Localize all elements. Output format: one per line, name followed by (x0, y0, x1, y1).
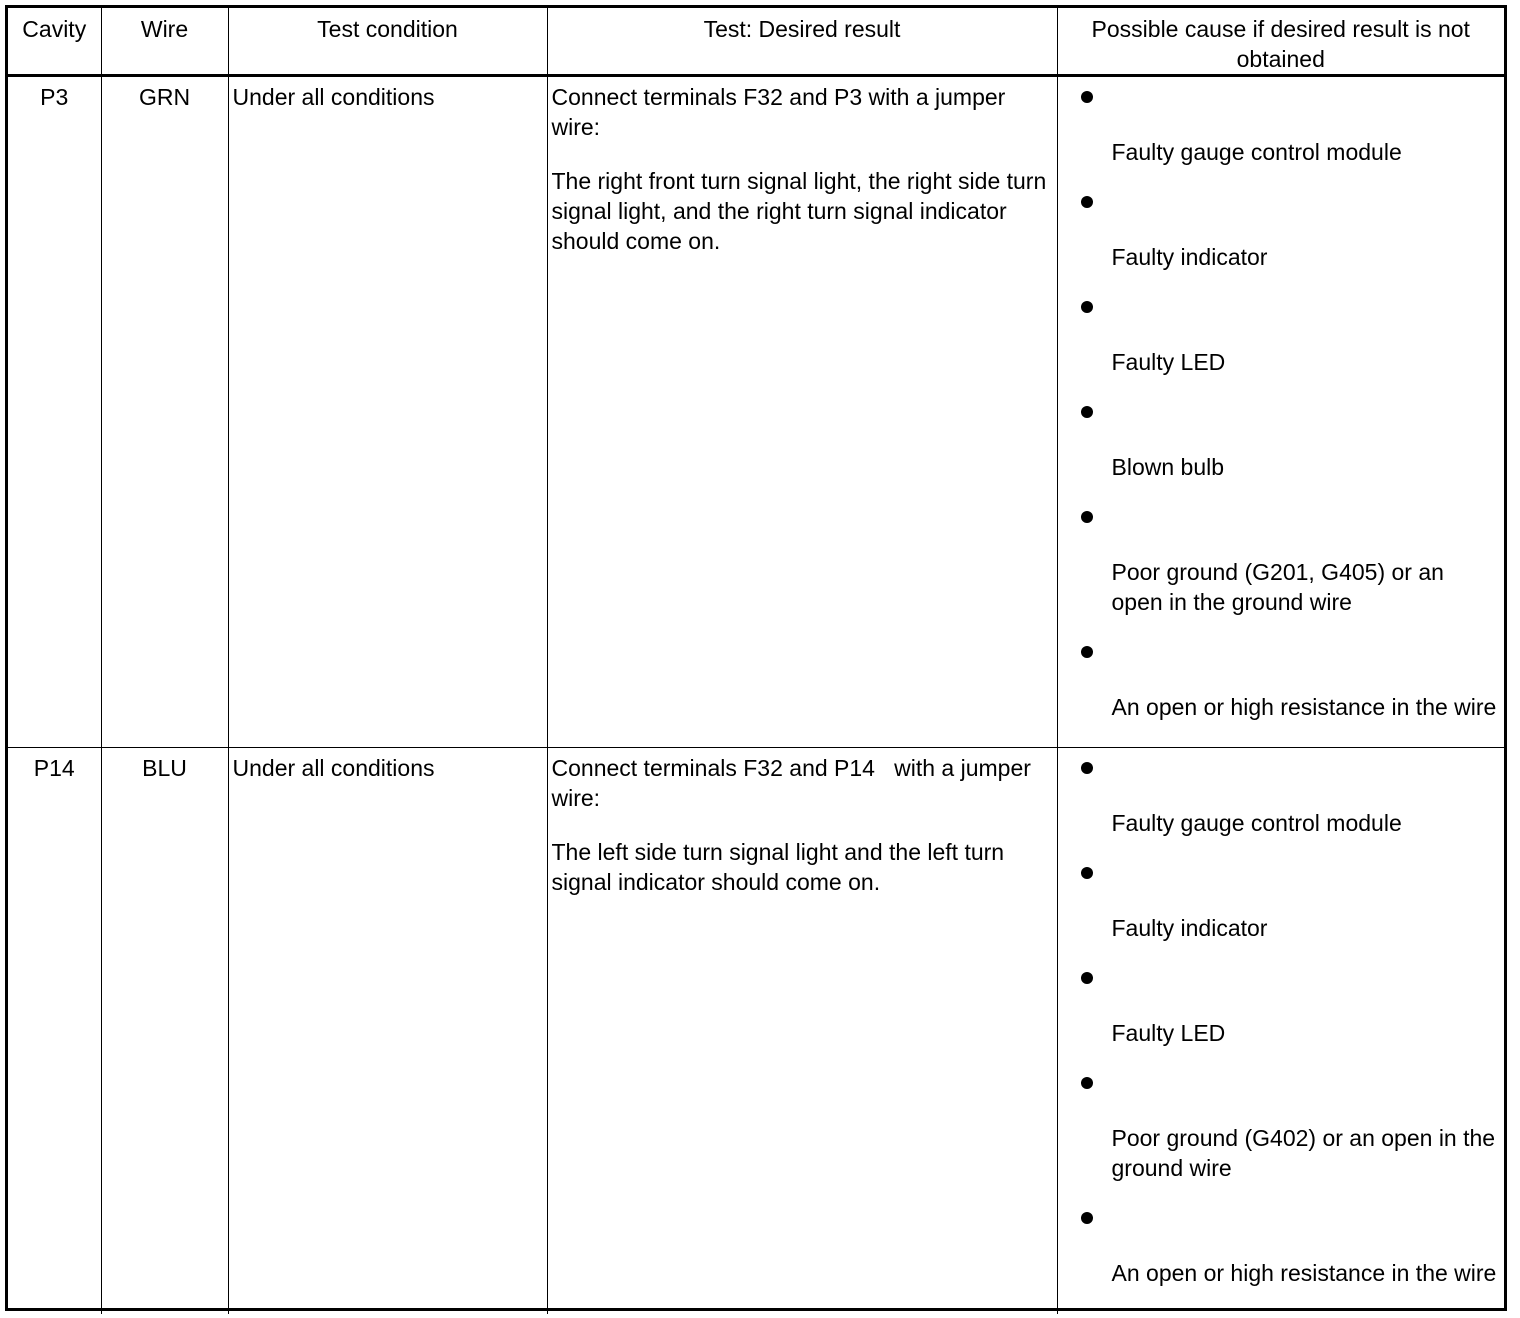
cause-item (1078, 292, 1499, 377)
test-condition-cell (228, 748, 547, 1314)
cause-text: Faulty gauge control module (1111, 139, 1402, 165)
cause-text: Faulty LED (1111, 349, 1226, 375)
bullet-icon (1078, 858, 1499, 888)
bullet-icon (1078, 753, 1499, 783)
header-row (8, 8, 1504, 76)
bullet-icon (1078, 82, 1499, 112)
bullet-icon (1078, 1068, 1499, 1098)
header-desired-result: Test: Desired result (547, 8, 1057, 76)
header-wire: Wire (101, 8, 228, 76)
cause-text: Faulty LED (1111, 1020, 1226, 1046)
bullet-icon (1078, 502, 1499, 532)
desired-result-text: The left side turn signal light and the left turn signal indicator should come on. (551, 839, 1005, 895)
cause-item (1078, 187, 1499, 272)
bullet-icon (1078, 637, 1499, 667)
cause-text: Blown bulb (1111, 454, 1225, 480)
test-table (5, 5, 1507, 1311)
cause-item (1078, 753, 1499, 838)
cause-item (1078, 82, 1499, 167)
bullet-icon (1078, 292, 1499, 322)
header-cavity: Cavity (8, 8, 101, 76)
cause-text: Poor ground (G402) or an open in the ground wire (1111, 1125, 1496, 1181)
test-condition-text: Under all conditions (232, 755, 435, 781)
cavity-cell: P3 (8, 76, 101, 748)
possible-cause-cell (1057, 748, 1504, 1314)
cause-item (1078, 397, 1499, 482)
cause-item (1078, 1203, 1499, 1288)
table-row (8, 76, 1504, 748)
header-test-condition: Test condition (228, 8, 547, 76)
desired-result-cell (547, 748, 1057, 1314)
desired-result-cell (547, 76, 1057, 748)
cause-text: Poor ground (G201, G405) or an open in the ground wire (1111, 559, 1444, 615)
header-possible-cause: Possible cause if desired result is not obtained (1057, 8, 1504, 76)
cause-item (1078, 502, 1499, 617)
test-condition-cell (228, 76, 547, 748)
test-condition-text: Under all conditions (232, 84, 435, 110)
cause-item (1078, 963, 1499, 1048)
desired-result-instruction: Connect terminals F32 and P14 with a jumper wire: (551, 755, 1038, 811)
desired-result-text: The right front turn signal light, the right side turn signal light, and the right turn signal indicator should come on. (551, 168, 1047, 254)
possible-cause-cell (1057, 76, 1504, 748)
test-grid (8, 8, 1504, 1314)
cause-item (1078, 637, 1499, 722)
bullet-icon (1078, 963, 1499, 993)
wire-cell: GRN (101, 76, 228, 748)
cavity-cell: P14 (8, 748, 101, 1314)
cause-text: Faulty indicator (1111, 244, 1268, 270)
cause-text: Faulty gauge control module (1111, 810, 1402, 836)
table-row (8, 748, 1504, 1314)
cause-item (1078, 1068, 1499, 1183)
bullet-icon (1078, 1203, 1499, 1233)
bullet-icon (1078, 397, 1499, 427)
cause-text: Faulty indicator (1111, 915, 1268, 941)
desired-result-instruction: Connect terminals F32 and P3 with a jumper wire: (551, 84, 1006, 140)
cause-item (1078, 858, 1499, 943)
cause-text: An open or high resistance in the wire (1111, 694, 1497, 720)
wire-cell: BLU (101, 748, 228, 1314)
cause-text: An open or high resistance in the wire (1111, 1260, 1497, 1286)
bullet-icon (1078, 187, 1499, 217)
